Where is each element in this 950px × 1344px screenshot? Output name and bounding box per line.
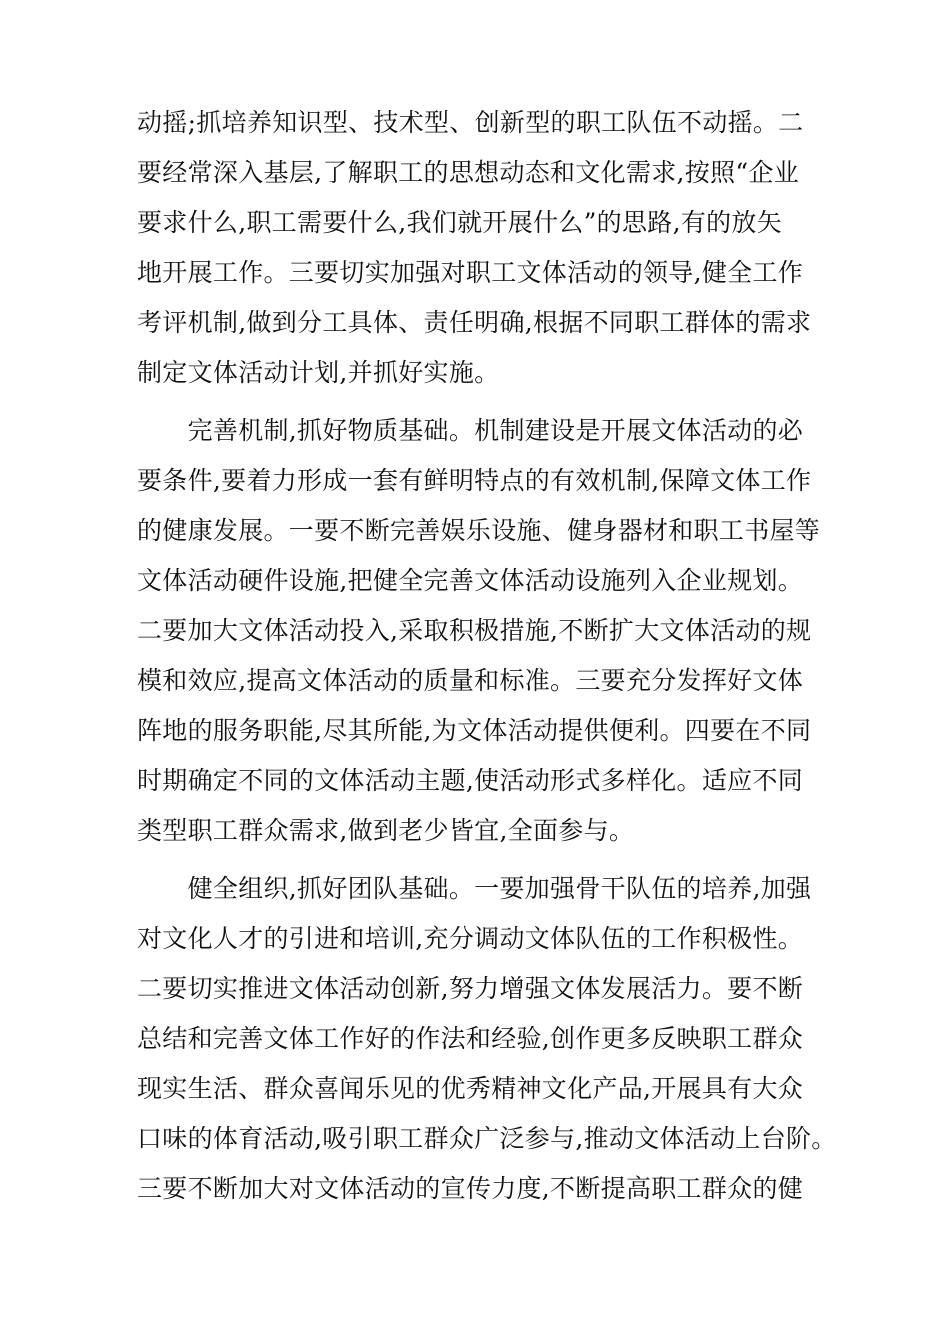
text-line: 动摇;抓培养知识型、技术型、创新型的职工队伍不动摇。二 bbox=[137, 108, 804, 137]
text-line: 口味的体育活动,吸引职工群众广泛参与,推动文体活动上台阶。 bbox=[137, 1124, 837, 1153]
text-line: 模和效应,提高文体活动的质量和标准。三要充分发挥好文体 bbox=[137, 666, 804, 695]
text-line: 类型职工群众需求,做到老少皆宜,全面参与。 bbox=[137, 816, 635, 845]
text-line: 总结和完善文体工作好的作法和经验,创作更多反映职工群众 bbox=[137, 1024, 804, 1053]
text-line: 现实生活、群众喜闻乐见的优秀精神文化产品,开展具有大众 bbox=[137, 1074, 804, 1103]
text-line: 阵地的服务职能,尽其所能,为文体活动提供便利。四要在不同 bbox=[137, 716, 812, 745]
text-line: 要条件,要着力形成一套有鲜明特点的有效机制,保障文体工作 bbox=[137, 466, 812, 495]
text-line: 对文化人才的引进和培训,充分调动文体队伍的工作积极性。 bbox=[137, 924, 804, 953]
text-line: 制定文体活动计划,并抓好实施。 bbox=[137, 358, 500, 387]
text-line: 三要不断加大对文体活动的宣传力度,不断提高职工群众的健 bbox=[137, 1174, 804, 1203]
paragraph-start-line: 完善机制,抓好物质基础。机制建设是开展文体活动的必 bbox=[137, 416, 804, 445]
text-line: 二要切实推进文体活动创新,努力增强文体发展活力。要不断 bbox=[137, 974, 804, 1003]
text-line: 时期确定不同的文体活动主题,使活动形式多样化。适应不同 bbox=[137, 766, 804, 795]
text-line: 的健康发展。一要不断完善娱乐设施、健身器材和职工书屋等 bbox=[137, 516, 821, 545]
paragraph-gap bbox=[137, 856, 837, 864]
text-line: 要经常深入基层,了解职工的思想动态和文化需求,按照“企业 bbox=[137, 158, 800, 187]
paragraph-gap bbox=[137, 398, 837, 406]
text-line: 地开展工作。三要切实加强对职工文体活动的领导,健全工作 bbox=[137, 258, 804, 287]
paragraph-start-line: 健全组织,抓好团队基础。一要加强骨干队伍的培养,加强 bbox=[137, 874, 812, 903]
text-line: 二要加大文体活动投入,采取积极措施,不断扩大文体活动的规 bbox=[137, 616, 812, 645]
text-line: 考评机制,做到分工具体、责任明确,根据不同职工群体的需求 bbox=[137, 308, 812, 337]
text-line: 要求什么,职工需要什么,我们就开展什么”的思路,有的放矢 bbox=[137, 208, 783, 237]
text-line: 文体活动硬件设施,把健全完善文体活动设施列入企业规划。 bbox=[137, 566, 804, 595]
document-body bbox=[137, 98, 837, 1214]
